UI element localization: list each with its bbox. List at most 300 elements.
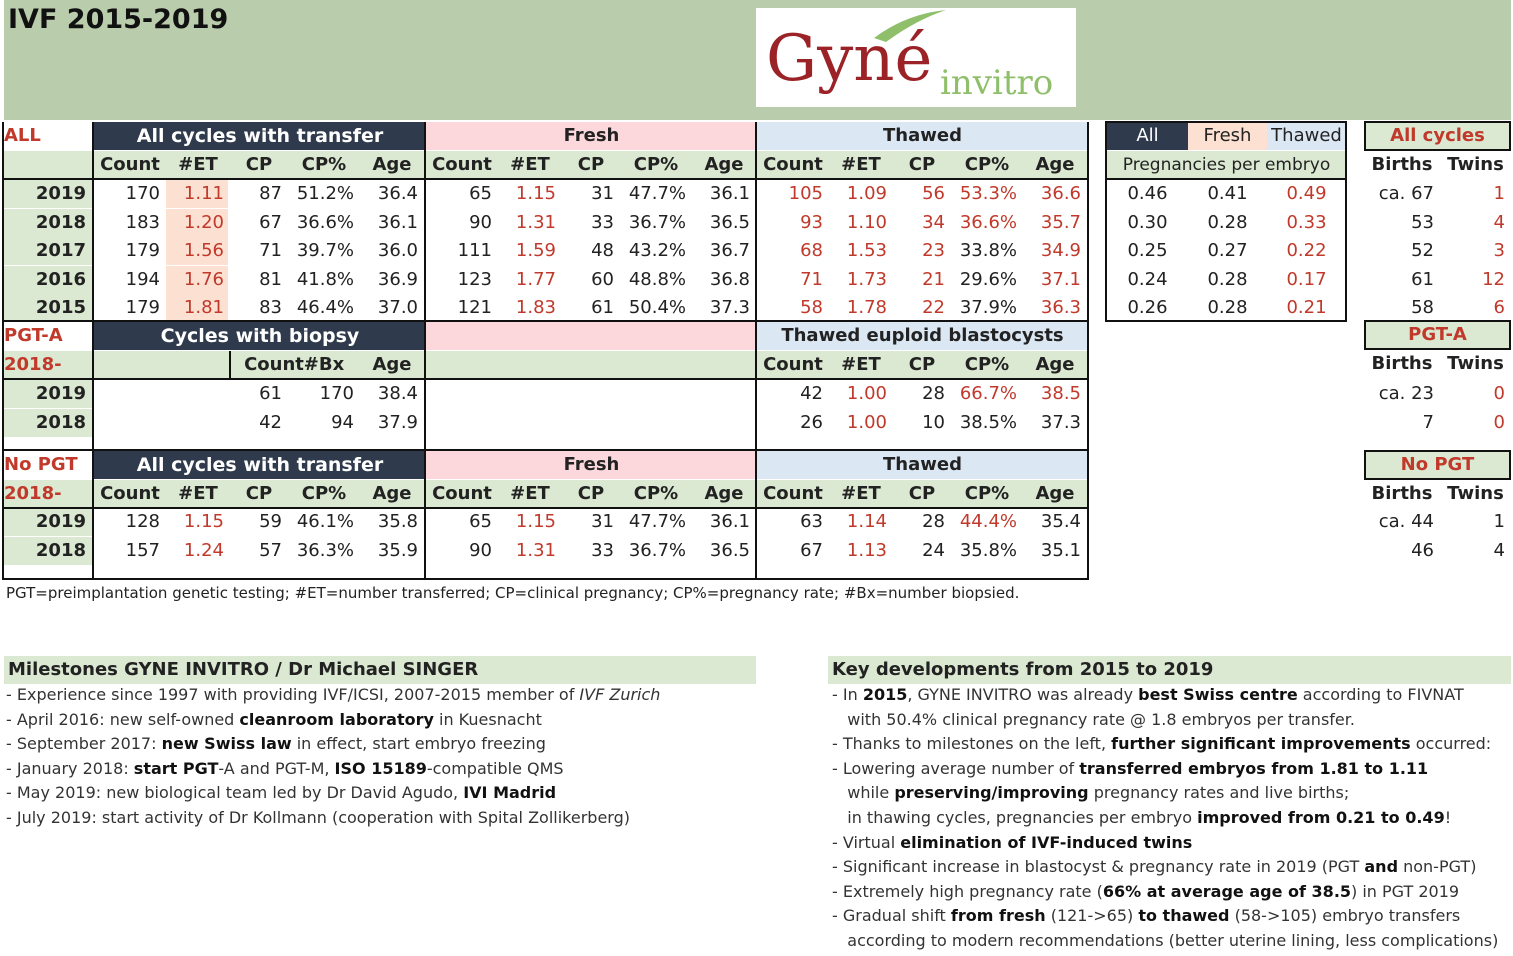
ppe-header-fresh: Fresh	[1203, 125, 1252, 146]
text-run: - Extremely high pregnancy rate (	[832, 881, 1103, 901]
cell-all-cp: 59	[259, 511, 282, 532]
col-header-et: #ET	[841, 354, 881, 375]
cell-thawed-tage: 35.7	[1040, 211, 1081, 233]
header-all-cycles: All cycles with transfer	[94, 451, 426, 479]
births: 7	[1422, 411, 1434, 433]
col-header-count: Count	[244, 354, 304, 375]
cell-thawed-tet: 1.09	[846, 183, 887, 204]
cell-fresh-fcp: 31	[591, 183, 614, 204]
all-cycles-births-header: Births	[1371, 154, 1433, 175]
milestones-title: Milestones GYNE INVITRO / Dr Michael SINGER	[4, 656, 756, 684]
year-label: 2018	[35, 411, 86, 433]
nopgt-births-header: Births	[1371, 483, 1433, 504]
header-bg	[426, 322, 757, 350]
cell-fresh-fcp: 33	[591, 539, 614, 561]
col-header-cpp: CP%	[964, 154, 1010, 175]
text-run: start PGT	[133, 758, 219, 778]
cell-all-cpp: 36.6%	[296, 211, 354, 233]
cell-thawed-tcp: 34	[922, 211, 945, 233]
cell-fresh-fc: 111	[457, 240, 492, 262]
cell-fresh-fcpp: 36.7%	[628, 539, 686, 561]
text-run: 2015	[862, 685, 908, 704]
cell-thawed-tc: 71	[800, 268, 823, 290]
text-run: from fresh	[950, 906, 1046, 926]
cell-all-c: 128	[125, 511, 160, 532]
col-header-bx: #Bx	[303, 354, 345, 375]
col-header-age: Age	[372, 483, 412, 504]
cell-all-c: 179	[125, 240, 160, 262]
cell-thawed-tcp: 22	[922, 297, 945, 319]
cell-thawed-tcp: 24	[922, 539, 945, 561]
text-run: with 50.4% clinical pregnancy rate @ 1.8 embryos per transfer.	[832, 709, 1355, 729]
developments-line	[832, 732, 1491, 756]
cell-all-c: 179	[125, 297, 160, 319]
rule-vertical	[92, 451, 94, 579]
col-header-age: Age	[704, 483, 744, 504]
col-header-count: Count	[100, 483, 160, 504]
cell-all-et: 1.56	[183, 240, 224, 262]
cell-thawed-tage: 36.3	[1040, 297, 1081, 319]
developments-line	[832, 831, 1192, 855]
cell-fresh-fcpp: 43.2%	[628, 240, 686, 262]
col-header-count: Count	[432, 483, 492, 504]
text-run: - September 2017:	[6, 734, 162, 754]
cell-all-age: 36.4	[377, 183, 418, 204]
cell-all-age: 35.8	[377, 511, 418, 532]
cell-fresh-fcpp: 47.7%	[628, 183, 686, 204]
cell-all-et: 1.15	[183, 511, 224, 532]
col-header-et: #ET	[510, 483, 550, 504]
developments-line	[832, 904, 1460, 928]
births: 46	[1411, 539, 1434, 561]
milestones-line	[6, 708, 542, 732]
row-label-all: ALL	[4, 125, 41, 146]
developments-line	[832, 806, 1451, 830]
col-header-cp: CP	[908, 483, 936, 504]
cell-fresh-fcpp: 47.7%	[628, 511, 686, 532]
row-label-pgta: PGT-A	[4, 325, 63, 346]
ppe-all: 0.30	[1127, 211, 1168, 233]
cell-euploid-tc: 26	[800, 411, 823, 433]
cell-all-et: 1.76	[183, 268, 224, 290]
developments-line	[832, 781, 1349, 805]
births: 61	[1411, 268, 1434, 290]
developments-line	[832, 880, 1459, 904]
text-run: - Gradual shift	[832, 906, 951, 926]
cell-thawed-tcp: 28	[922, 511, 945, 532]
cell-all-c: 157	[125, 539, 160, 561]
twins: 1	[1493, 183, 1505, 204]
cell-all-cpp: 46.1%	[296, 511, 354, 532]
cell-euploid-tet: 1.00	[846, 383, 887, 404]
year-label: 2019	[35, 383, 86, 404]
rule-vertical	[424, 451, 426, 579]
cell-fresh-fc: 121	[457, 297, 492, 319]
cell-fresh-fage: 36.8	[709, 268, 750, 290]
cell-fresh-fet: 1.83	[515, 297, 556, 319]
cell-thawed-tet: 1.14	[846, 511, 887, 532]
label-bg	[4, 151, 92, 179]
text-run: IVI Madrid	[463, 783, 557, 803]
col-header-count: Count	[432, 154, 492, 175]
cell-all-cpp: 39.7%	[296, 240, 354, 262]
cell-thawed-tcpp: 35.8%	[959, 539, 1017, 561]
pgta-title: PGT-A	[1408, 324, 1467, 345]
births: 58	[1411, 297, 1434, 319]
col-header-age: Age	[1035, 154, 1075, 175]
cell-fresh-fcp: 60	[591, 268, 614, 290]
text-run: - Experience since 1997 with providing IVF/ICSI, 2007-2015 member of	[6, 685, 580, 704]
cell-fresh-fet: 1.15	[515, 511, 556, 532]
text-run: cleanroom laboratory	[239, 709, 434, 729]
ppe-box	[1105, 121, 1347, 322]
ppe-thawed: 0.49	[1286, 183, 1327, 204]
cell-euploid-tet: 1.00	[846, 411, 887, 433]
pgta-twins-header: Twins	[1447, 353, 1504, 374]
rule-vertical	[755, 322, 757, 450]
ppe-fresh: 0.28	[1207, 268, 1248, 290]
cell-fresh-fcp: 33	[591, 211, 614, 233]
text-run: ISO 15189	[334, 758, 427, 778]
col-header-et: #ET	[510, 154, 550, 175]
cell-thawed-tage: 37.1	[1040, 268, 1081, 290]
text-run: while	[832, 783, 895, 803]
cell-thawed-tcpp: 53.3%	[959, 183, 1017, 204]
developments-line	[832, 683, 1464, 707]
cell-all-cpp: 51.2%	[296, 183, 354, 204]
row-label-since-2018: 2018-	[4, 483, 62, 504]
col-header-count: Count	[763, 483, 823, 504]
cell-thawed-tet: 1.73	[846, 268, 887, 290]
twins: 0	[1493, 383, 1505, 404]
text-run: improved from 0.21 to 0.49	[1197, 808, 1445, 827]
text-run: (121->65)	[1045, 906, 1139, 926]
births: 53	[1411, 211, 1434, 233]
cell-fresh-fc: 65	[469, 511, 492, 532]
cell-euploid-tage: 37.3	[1040, 411, 1081, 433]
cell-all-cp: 71	[259, 240, 282, 262]
ppe-fresh: 0.28	[1207, 211, 1248, 233]
cell-all-c: 183	[125, 211, 160, 233]
cell-fresh-fage: 36.5	[709, 211, 750, 233]
developments-title: Key developments from 2015 to 2019	[828, 656, 1511, 684]
cell-thawed-tcpp: 36.6%	[959, 211, 1017, 233]
cell-fresh-fet: 1.15	[515, 183, 556, 204]
year-label: 2018	[35, 211, 86, 233]
cell-pgt-age: 38.4	[377, 383, 418, 404]
text-run: -A and PGT-M,	[218, 758, 335, 778]
ppe-header-all: All	[1136, 125, 1159, 146]
col-header-et: #ET	[178, 483, 218, 504]
year-label: 2019	[35, 511, 86, 532]
logo-gyne: Gyné	[766, 22, 933, 96]
rule-vertical	[755, 122, 757, 322]
cell-all-cp: 57	[259, 539, 282, 561]
rule-vertical	[2, 122, 4, 580]
cell-all-et: 1.81	[183, 297, 224, 319]
col-header-cpp: CP%	[633, 483, 679, 504]
developments-line	[832, 708, 1355, 732]
all-cycles-title: All cycles	[1390, 125, 1485, 146]
text-run: - April 2016: new self-owned	[6, 709, 240, 729]
cell-thawed-tc: 63	[800, 511, 823, 532]
cell-fresh-fc: 65	[469, 183, 492, 204]
cell-all-et: 1.24	[183, 539, 224, 561]
cell-all-age: 37.0	[377, 297, 418, 319]
twins: 1	[1493, 511, 1505, 532]
ppe-fresh: 0.28	[1207, 297, 1248, 319]
cell-all-cp: 81	[259, 268, 282, 290]
col-header-age: Age	[704, 154, 744, 175]
cell-fresh-fage: 36.1	[709, 183, 750, 204]
cell-euploid-tc: 42	[800, 383, 823, 404]
col-header-age: Age	[1035, 483, 1075, 504]
col-header-cp: CP	[908, 354, 936, 375]
ppe-subheader: Pregnancies per embryo	[1122, 155, 1331, 175]
logo-invitro: invitro	[940, 63, 1054, 103]
cell-thawed-tc: 67	[800, 539, 823, 561]
cell-thawed-tc: 58	[800, 297, 823, 319]
twins: 0	[1493, 411, 1505, 433]
cell-fresh-fcp: 48	[591, 240, 614, 262]
cell-fresh-fet: 1.31	[515, 211, 556, 233]
text-run: according to modern recommendations (better uterine lining, less complications)	[832, 931, 1499, 950]
header-fresh: Fresh	[563, 125, 620, 146]
cell-thawed-tcpp: 44.4%	[959, 511, 1017, 532]
cell-fresh-fcpp: 36.7%	[628, 211, 686, 233]
year-label: 2018	[35, 539, 86, 561]
ppe-all: 0.26	[1127, 297, 1168, 319]
cell-all-cp: 83	[259, 297, 282, 319]
rule-horizontal	[4, 378, 1089, 380]
header-thawed-euploid: Thawed euploid blastocysts	[781, 325, 1064, 346]
row-label-since-2018: 2018-	[4, 354, 62, 375]
cell-fresh-fcp: 61	[591, 297, 614, 319]
col-header-age: Age	[1035, 354, 1075, 375]
text-run: - May 2019: new biological team led by Dr David Agudo,	[6, 783, 464, 803]
text-run: non-PGT)	[1398, 857, 1477, 877]
cell-thawed-tcp: 21	[922, 268, 945, 290]
footnote: PGT=preimplantation genetic testing; #ET=number transferred; CP=clinical pregnancy; CP%=pregnancy rate; #Bx=number biopsied.	[6, 584, 1020, 602]
rule-vertical	[424, 322, 426, 450]
col-header-cpp: CP%	[964, 483, 1010, 504]
cell-all-age: 36.0	[377, 240, 418, 262]
header-cycles-biopsy: Cycles with biopsy	[94, 322, 426, 350]
cell-thawed-tcp: 56	[922, 183, 945, 204]
header-thawed: Thawed	[883, 125, 962, 146]
cell-thawed-tage: 35.4	[1040, 511, 1081, 532]
page-title: IVF 2015-2019	[8, 4, 229, 35]
year-label: 2015	[35, 297, 86, 319]
row-label-nopgt: No PGT	[4, 454, 78, 475]
rule-vertical	[1087, 122, 1089, 322]
cell-thawed-tet: 1.78	[846, 297, 887, 319]
pgta-births-header: Births	[1371, 353, 1433, 374]
developments-line	[832, 929, 1498, 953]
text-run: preserving/improving	[894, 783, 1089, 803]
text-run: in Kuesnacht	[433, 709, 542, 729]
col-header-count: Count	[100, 154, 160, 175]
col-header-cpp: CP%	[301, 154, 347, 175]
cell-fresh-fage: 36.7	[709, 240, 750, 262]
cell-fresh-fc: 90	[469, 211, 492, 233]
ppe-all: 0.24	[1127, 268, 1168, 290]
rule-horizontal	[4, 178, 1089, 180]
cell-thawed-tc: 93	[800, 211, 823, 233]
text-run: according to FIVNAT	[1297, 685, 1464, 704]
cell-fresh-fcpp: 50.4%	[628, 297, 686, 319]
text-run: 66% at average age of 38.5	[1102, 881, 1352, 901]
milestones-line	[6, 683, 660, 707]
col-header-cp: CP	[908, 154, 936, 175]
rule-vertical	[1087, 322, 1089, 450]
rule-vertical	[229, 351, 231, 379]
text-run: (58->105) embryo transfers	[1229, 906, 1461, 926]
nopgt-title: No PGT	[1400, 454, 1475, 475]
text-run: !	[1444, 808, 1452, 827]
col-header-et: #ET	[841, 154, 881, 175]
text-run: , GYNE INVITRO was already	[907, 685, 1139, 704]
ppe-fresh: 0.27	[1207, 240, 1248, 262]
cell-euploid-tcp: 28	[922, 383, 945, 404]
births: ca. 44	[1378, 511, 1434, 532]
cell-thawed-tcpp: 33.8%	[959, 240, 1017, 262]
cell-thawed-tage: 34.9	[1040, 240, 1081, 262]
ppe-thawed: 0.33	[1286, 211, 1327, 233]
births: ca. 23	[1378, 383, 1434, 404]
cell-thawed-tage: 36.6	[1040, 183, 1081, 204]
cell-fresh-fc: 123	[457, 268, 492, 290]
cell-fresh-fcp: 31	[591, 511, 614, 532]
cell-thawed-tet: 1.10	[846, 211, 887, 233]
milestones-line	[6, 757, 564, 781]
cell-pgt-count: 61	[259, 383, 282, 404]
text-run: in effect, start embryo freezing	[291, 734, 546, 754]
cell-thawed-tet: 1.53	[846, 240, 887, 262]
ppe-thawed: 0.21	[1286, 297, 1327, 319]
col-header-cpp: CP%	[633, 154, 679, 175]
text-run: occurred:	[1410, 734, 1492, 754]
births: 52	[1411, 240, 1434, 262]
col-header-cpp: CP%	[964, 354, 1010, 375]
ppe-fresh: 0.41	[1207, 183, 1248, 204]
text-run: new Swiss law	[161, 734, 292, 754]
col-header-et: #ET	[178, 154, 218, 175]
text-run: - In	[832, 685, 863, 704]
gyne-invitro-logo	[756, 8, 1076, 107]
text-run: further significant improvements	[1111, 734, 1411, 754]
col-header-cp: CP	[245, 154, 273, 175]
cell-all-age: 36.1	[377, 211, 418, 233]
text-run: - Thanks to milestones on the left,	[832, 734, 1112, 754]
all-cycles-twins-header: Twins	[1447, 154, 1504, 175]
cell-fresh-fet: 1.31	[515, 539, 556, 561]
twins: 4	[1493, 211, 1505, 233]
nopgt-twins-header: Twins	[1447, 483, 1504, 504]
twins: 4	[1493, 539, 1505, 561]
cell-all-cpp: 36.3%	[296, 539, 354, 561]
cell-thawed-tage: 35.1	[1040, 539, 1081, 561]
cell-euploid-tage: 38.5	[1040, 383, 1081, 404]
text-run: - Significant increase in blastocyst & pregnancy rate in 2019 (PGT	[832, 857, 1365, 877]
text-run: and	[1364, 857, 1399, 877]
cell-thawed-tet: 1.13	[846, 539, 887, 561]
cell-all-cp: 67	[259, 211, 282, 233]
text-run: pregnancy rates and live births;	[1088, 783, 1350, 803]
cell-pgt-count: 42	[259, 411, 282, 433]
year-label: 2017	[35, 240, 86, 262]
twins: 6	[1493, 297, 1505, 319]
col-header-age: Age	[372, 154, 412, 175]
cell-pgt-bx: 170	[319, 383, 354, 404]
header-all-cycles: All cycles with transfer	[94, 122, 426, 150]
text-run: best Swiss centre	[1138, 685, 1298, 704]
cell-thawed-tcpp: 37.9%	[959, 297, 1017, 319]
text-run: -compatible QMS	[426, 758, 564, 778]
cell-thawed-tcp: 23	[922, 240, 945, 262]
text-run: - Virtual	[832, 832, 901, 852]
cell-thawed-tc: 68	[800, 240, 823, 262]
rule-horizontal	[4, 507, 1089, 509]
text-run: ) in PGT 2019	[1351, 881, 1460, 901]
cell-all-c: 170	[125, 183, 160, 204]
rule-vertical	[1087, 451, 1089, 579]
cell-fresh-fcpp: 48.8%	[628, 268, 686, 290]
rule-horizontal	[1105, 178, 1347, 180]
col-header-cp: CP	[577, 154, 605, 175]
twins: 3	[1493, 240, 1505, 262]
cell-fresh-fage: 36.1	[709, 511, 750, 532]
text-run: in thawing cycles, pregnancies per embryo	[832, 808, 1198, 827]
ppe-header-thawed: Thawed	[1271, 125, 1342, 146]
cell-all-et: 1.11	[183, 183, 224, 204]
text-run: - Lowering average number of	[832, 758, 1080, 778]
cell-euploid-tcpp: 66.7%	[959, 383, 1017, 404]
col-header-age: Age	[372, 354, 412, 375]
header-fresh: Fresh	[563, 454, 620, 475]
cell-fresh-fc: 90	[469, 539, 492, 561]
cell-all-cp: 87	[259, 183, 282, 204]
cell-all-age: 36.9	[377, 268, 418, 290]
births: ca. 67	[1378, 183, 1434, 204]
year-label: 2016	[35, 268, 86, 290]
text-run: to thawed	[1138, 906, 1230, 926]
header-thawed: Thawed	[883, 454, 962, 475]
cell-pgt-bx: 94	[331, 411, 354, 433]
ppe-thawed: 0.22	[1286, 240, 1327, 262]
col-header-et: #ET	[841, 483, 881, 504]
twins: 12	[1482, 268, 1505, 290]
cell-pgt-age: 37.9	[377, 411, 418, 433]
cell-euploid-tcpp: 38.5%	[959, 411, 1017, 433]
ppe-all: 0.46	[1127, 183, 1168, 204]
cell-all-age: 35.9	[377, 539, 418, 561]
col-header-cpp: CP%	[301, 483, 347, 504]
col-header-cp: CP	[577, 483, 605, 504]
rule-vertical	[755, 451, 757, 579]
text-run: elimination of IVF-induced twins	[900, 832, 1193, 852]
text-run: - January 2018:	[6, 758, 134, 778]
text-run: transferred embryos from 1.81 to 1.11	[1079, 758, 1429, 778]
milestones-line	[6, 732, 546, 756]
cell-all-cpp: 46.4%	[296, 297, 354, 319]
col-header-count: Count	[763, 354, 823, 375]
rule-vertical	[92, 122, 94, 322]
col-header-count: Count	[763, 154, 823, 175]
col-header-cp: CP	[245, 483, 273, 504]
milestones-line	[6, 781, 556, 805]
developments-line	[832, 757, 1428, 781]
